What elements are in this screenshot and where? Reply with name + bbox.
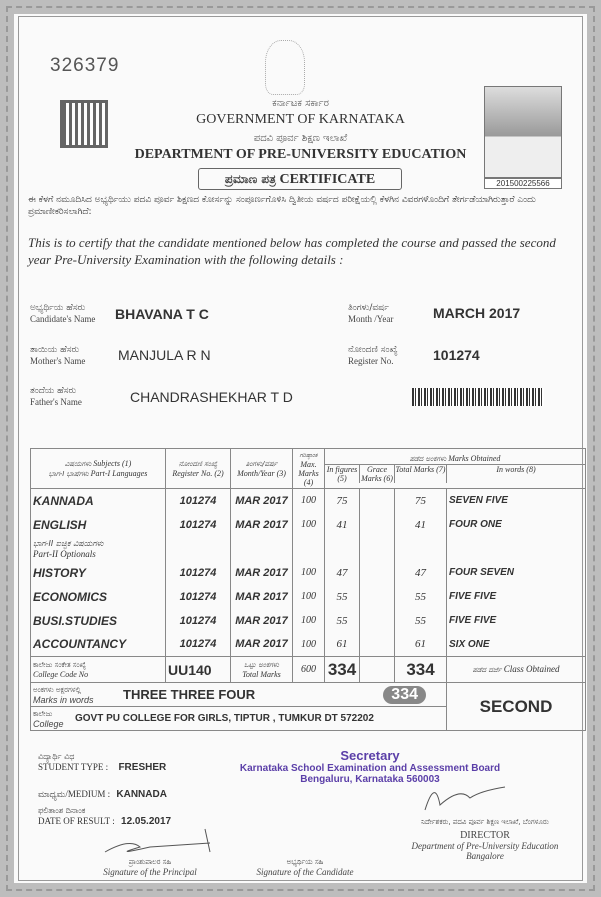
total-badge: 334 <box>383 686 426 704</box>
month-cell: MAR 2017 <box>231 561 293 585</box>
principal-signature-label: ಪ್ರಾಂಶುಪಾಲರ ಸಹಿ Signature of the Principal <box>103 858 197 877</box>
class-label: ಪಡೆದ ದರ್ಜೆ Class Obtained <box>447 657 586 683</box>
month-cell: MAR 2017 <box>231 489 293 513</box>
grace-cell <box>360 633 395 657</box>
state-emblem-icon <box>265 40 305 95</box>
total-in-words: THREE THREE FOUR <box>123 687 256 702</box>
mother-label-kn: ತಾಯಿಯ ಹೆಸರು <box>30 345 80 355</box>
college-code: UU140 <box>166 657 231 683</box>
month-label <box>348 303 393 325</box>
subject-cell: BUSI.STUDIES <box>31 609 166 633</box>
mother-label-en: Mother's Name <box>30 356 86 366</box>
register-label-kn: ನೋಂದಣಿ ಸಂಖ್ಯೆ <box>348 345 398 355</box>
grace-cell <box>360 585 395 609</box>
month-label-kn: ತಿಂಗಳು/ವರ್ಷ <box>348 303 389 313</box>
register-cell: 101274 <box>166 585 231 609</box>
total-cell: 55 <box>395 609 447 633</box>
marks-table <box>30 448 586 731</box>
mother-name: MANJULA R N <box>118 347 211 363</box>
figures-cell: 61 <box>325 633 360 657</box>
grace-cell <box>360 489 395 513</box>
college-code-label: ಕಾಲೇಜು ಸಂಕೇತ ಸಂಖ್ಯೆ College Code No <box>31 657 166 683</box>
grace-cell <box>360 561 395 585</box>
grand-total: 334 <box>395 657 447 683</box>
register-cell: 101274 <box>166 561 231 585</box>
subject-cell: HISTORY <box>31 561 166 585</box>
father-label <box>30 386 82 408</box>
figures-cell: 55 <box>325 585 360 609</box>
photo-id: 201500225566 <box>484 178 562 189</box>
intro-kannada: ಈ ಕೆಳಗೆ ನಮೂದಿಸಿದ ಅಭ್ಯರ್ಥಿಯು ಪದವಿ ಪೂರ್ವ ಶಿಕ್ಷಣದ ಕೋರ್ಸನ್ನು ಸಂಪೂರ್ಣಗೊಳಿಸಿ ದ್ವಿತೀಯ ವರ್ಷದ ಪರೀಕ್ಷೆಯಲ್ಲಿ ಕೆಳಗಿನ ವಿವರಗಳೊಂದಿಗೆ ತೇರ್ಗಡೆಯಾಗಿರುತ್ತಾರೆ ಎಂದು ಪ್ರಮಾಣೀಕರಿಸಲಾಗಿದೆ: <box>28 195 536 217</box>
father-label-kn: ತಂದೆಯ ಹೆಸರು <box>30 386 77 396</box>
college-row: ಕಾಲೇಜು College GOVT PU COLLEGE FOR GIRLS, TIPTUR , TUMKUR DT 572202 <box>31 707 447 731</box>
gov-title: GOVERNMENT OF KARNATAKA <box>196 112 405 127</box>
figures-cell: 41 <box>325 513 360 537</box>
name-label-en: Candidate's Name <box>30 314 96 324</box>
table-row <box>31 633 586 657</box>
table-row <box>31 585 586 609</box>
name-label-kn: ಅಭ್ಯರ್ಥಿಯ ಹೆಸರು <box>30 303 86 313</box>
month-cell: MAR 2017 <box>231 513 293 537</box>
max-cell: 100 <box>293 561 325 585</box>
class-obtained: SECOND <box>447 683 586 731</box>
figures-cell: 55 <box>325 609 360 633</box>
table-row <box>31 489 586 513</box>
student-type: ವಿದ್ಯಾರ್ಥಿ ವಿಧ STUDENT TYPE : FRESHER <box>38 752 167 773</box>
max-cell: 100 <box>293 633 325 657</box>
total-cell: 55 <box>395 585 447 609</box>
month-header: ತಿಂಗಳು/ವರ್ಷ Month/Year (3) <box>231 449 293 489</box>
medium: ಮಾಧ್ಯಮ/MEDIUM : KANNADA <box>38 789 167 800</box>
certificate-title-en: CERTIFICATE <box>279 172 376 187</box>
words-cell: SIX ONE <box>447 633 586 657</box>
subjects-header: ವಿಷಯಗಳು Subjects (1) ಭಾಗ-I ಭಾಷೆಗಳು Part-I Languages <box>31 449 166 489</box>
total-figures: 334 <box>325 657 360 683</box>
name-label <box>30 303 95 325</box>
table-row <box>31 513 586 537</box>
grace-cell <box>360 513 395 537</box>
father-name: CHANDRASHEKHAR T D <box>130 389 293 405</box>
marks-in-words-row: ಅಂಕಗಳು ಅಕ್ಷರಗಳಲ್ಲಿ Marks in words THREE THREE FOUR 334 <box>31 683 447 707</box>
certificate-title <box>198 168 402 190</box>
register-label-en: Register No. <box>348 356 394 366</box>
max-cell: 100 <box>293 489 325 513</box>
serial-number: 326379 <box>50 55 120 76</box>
subject-cell: ACCOUNTANCY <box>31 633 166 657</box>
subject-cell: KANNADA <box>31 489 166 513</box>
gov-kannada: ಕರ್ನಾಟಕ ಸರ್ಕಾರ <box>272 98 329 109</box>
part2-label: ಭಾಗ-II ಐಚ್ಛಿಕ ವಿಷಯಗಳು Part-II Optionals <box>31 537 166 561</box>
director-block: ನಿರ್ದೇಶಕರು, ಪದವಿ ಪೂರ್ವ ಶಿಕ್ಷಣ ಇಲಾಖೆ, ಬೆಂಗಳೂರು DIRECTOR Department of Pre-University Education Bangalore <box>411 818 559 861</box>
max-header: ಗರಿಷ್ಠಾಂಕ Max. Marks (4) <box>293 449 325 489</box>
month-label-en: Month /Year <box>348 314 394 324</box>
secretary-stamp: Secretary Karnataka School Examination and Assessment Board Bengaluru, Karnataka 560003 <box>239 748 501 785</box>
total-cell: 75 <box>395 489 447 513</box>
result-date: ಫಲಿತಾಂಶ ದಿನಾಂಕ DATE OF RESULT : 12.05.2017 <box>38 806 172 827</box>
intro-english: This is to certify that the candidate mentioned below has completed the course and passed the second year Pre-University Examination with the following details : <box>28 235 556 267</box>
words-cell: FIVE FIVE <box>447 585 586 609</box>
figures-cell: 47 <box>325 561 360 585</box>
total-cell: 47 <box>395 561 447 585</box>
total-cell: 41 <box>395 513 447 537</box>
principal-signature-icon <box>100 826 240 858</box>
total-cell: 61 <box>395 633 447 657</box>
total-marks-label: ಒಟ್ಟು ಅಂಕಗಳು Total Marks <box>231 657 293 683</box>
director-signature-icon <box>420 778 510 814</box>
dept-title: DEPARTMENT OF PRE-UNIVERSITY EDUCATION <box>134 147 467 162</box>
table-row <box>31 609 586 633</box>
words-cell: FOUR ONE <box>447 513 586 537</box>
month-cell: MAR 2017 <box>231 585 293 609</box>
dept-kannada: ಪದವಿ ಪೂರ್ವ ಶಿಕ್ಷಣ ಇಲಾಖೆ <box>253 133 348 144</box>
max-cell: 100 <box>293 513 325 537</box>
register-cell: 101274 <box>166 633 231 657</box>
mother-label <box>30 345 85 367</box>
subject-cell: ENGLISH <box>31 513 166 537</box>
register-cell: 101274 <box>166 513 231 537</box>
college-name: GOVT PU COLLEGE FOR GIRLS, TIPTUR , TUMKUR DT 572202 <box>75 713 374 724</box>
register-cell: 101274 <box>166 489 231 513</box>
certificate-title-kn: ಪ್ರಮಾಣ ಪತ್ರ <box>224 172 276 186</box>
candidate-signature-label: ಅಭ್ಯರ್ಥಿಯ ಸಹಿ Signature of the Candidate <box>256 858 354 877</box>
total-max: 600 <box>293 657 325 683</box>
figures-cell: 75 <box>325 489 360 513</box>
words-cell: FOUR SEVEN <box>447 561 586 585</box>
words-cell: FIVE FIVE <box>447 609 586 633</box>
register-header: ನೋಂದಣಿ ಸಂಖ್ಯೆ Register No. (2) <box>166 449 231 489</box>
grace-cell <box>360 609 395 633</box>
exam-month: MARCH 2017 <box>433 305 521 321</box>
register-label <box>348 345 398 367</box>
month-cell: MAR 2017 <box>231 633 293 657</box>
register-cell: 101274 <box>166 609 231 633</box>
obtained-header: ಪಡೆದ ಅಂಕಗಳು Marks Obtained In figures (5) Grace Marks (6) Total Marks (7) In words (8) <box>325 449 586 489</box>
candidate-name: BHAVANA T C <box>115 306 209 322</box>
table-row <box>31 561 586 585</box>
barcode-icon <box>412 388 544 406</box>
subject-cell: ECONOMICS <box>31 585 166 609</box>
month-cell: MAR 2017 <box>231 609 293 633</box>
father-label-en: Father's Name <box>30 397 82 407</box>
max-cell: 100 <box>293 585 325 609</box>
max-cell: 100 <box>293 609 325 633</box>
register-number: 101274 <box>433 347 480 363</box>
words-cell: SEVEN FIVE <box>447 489 586 513</box>
